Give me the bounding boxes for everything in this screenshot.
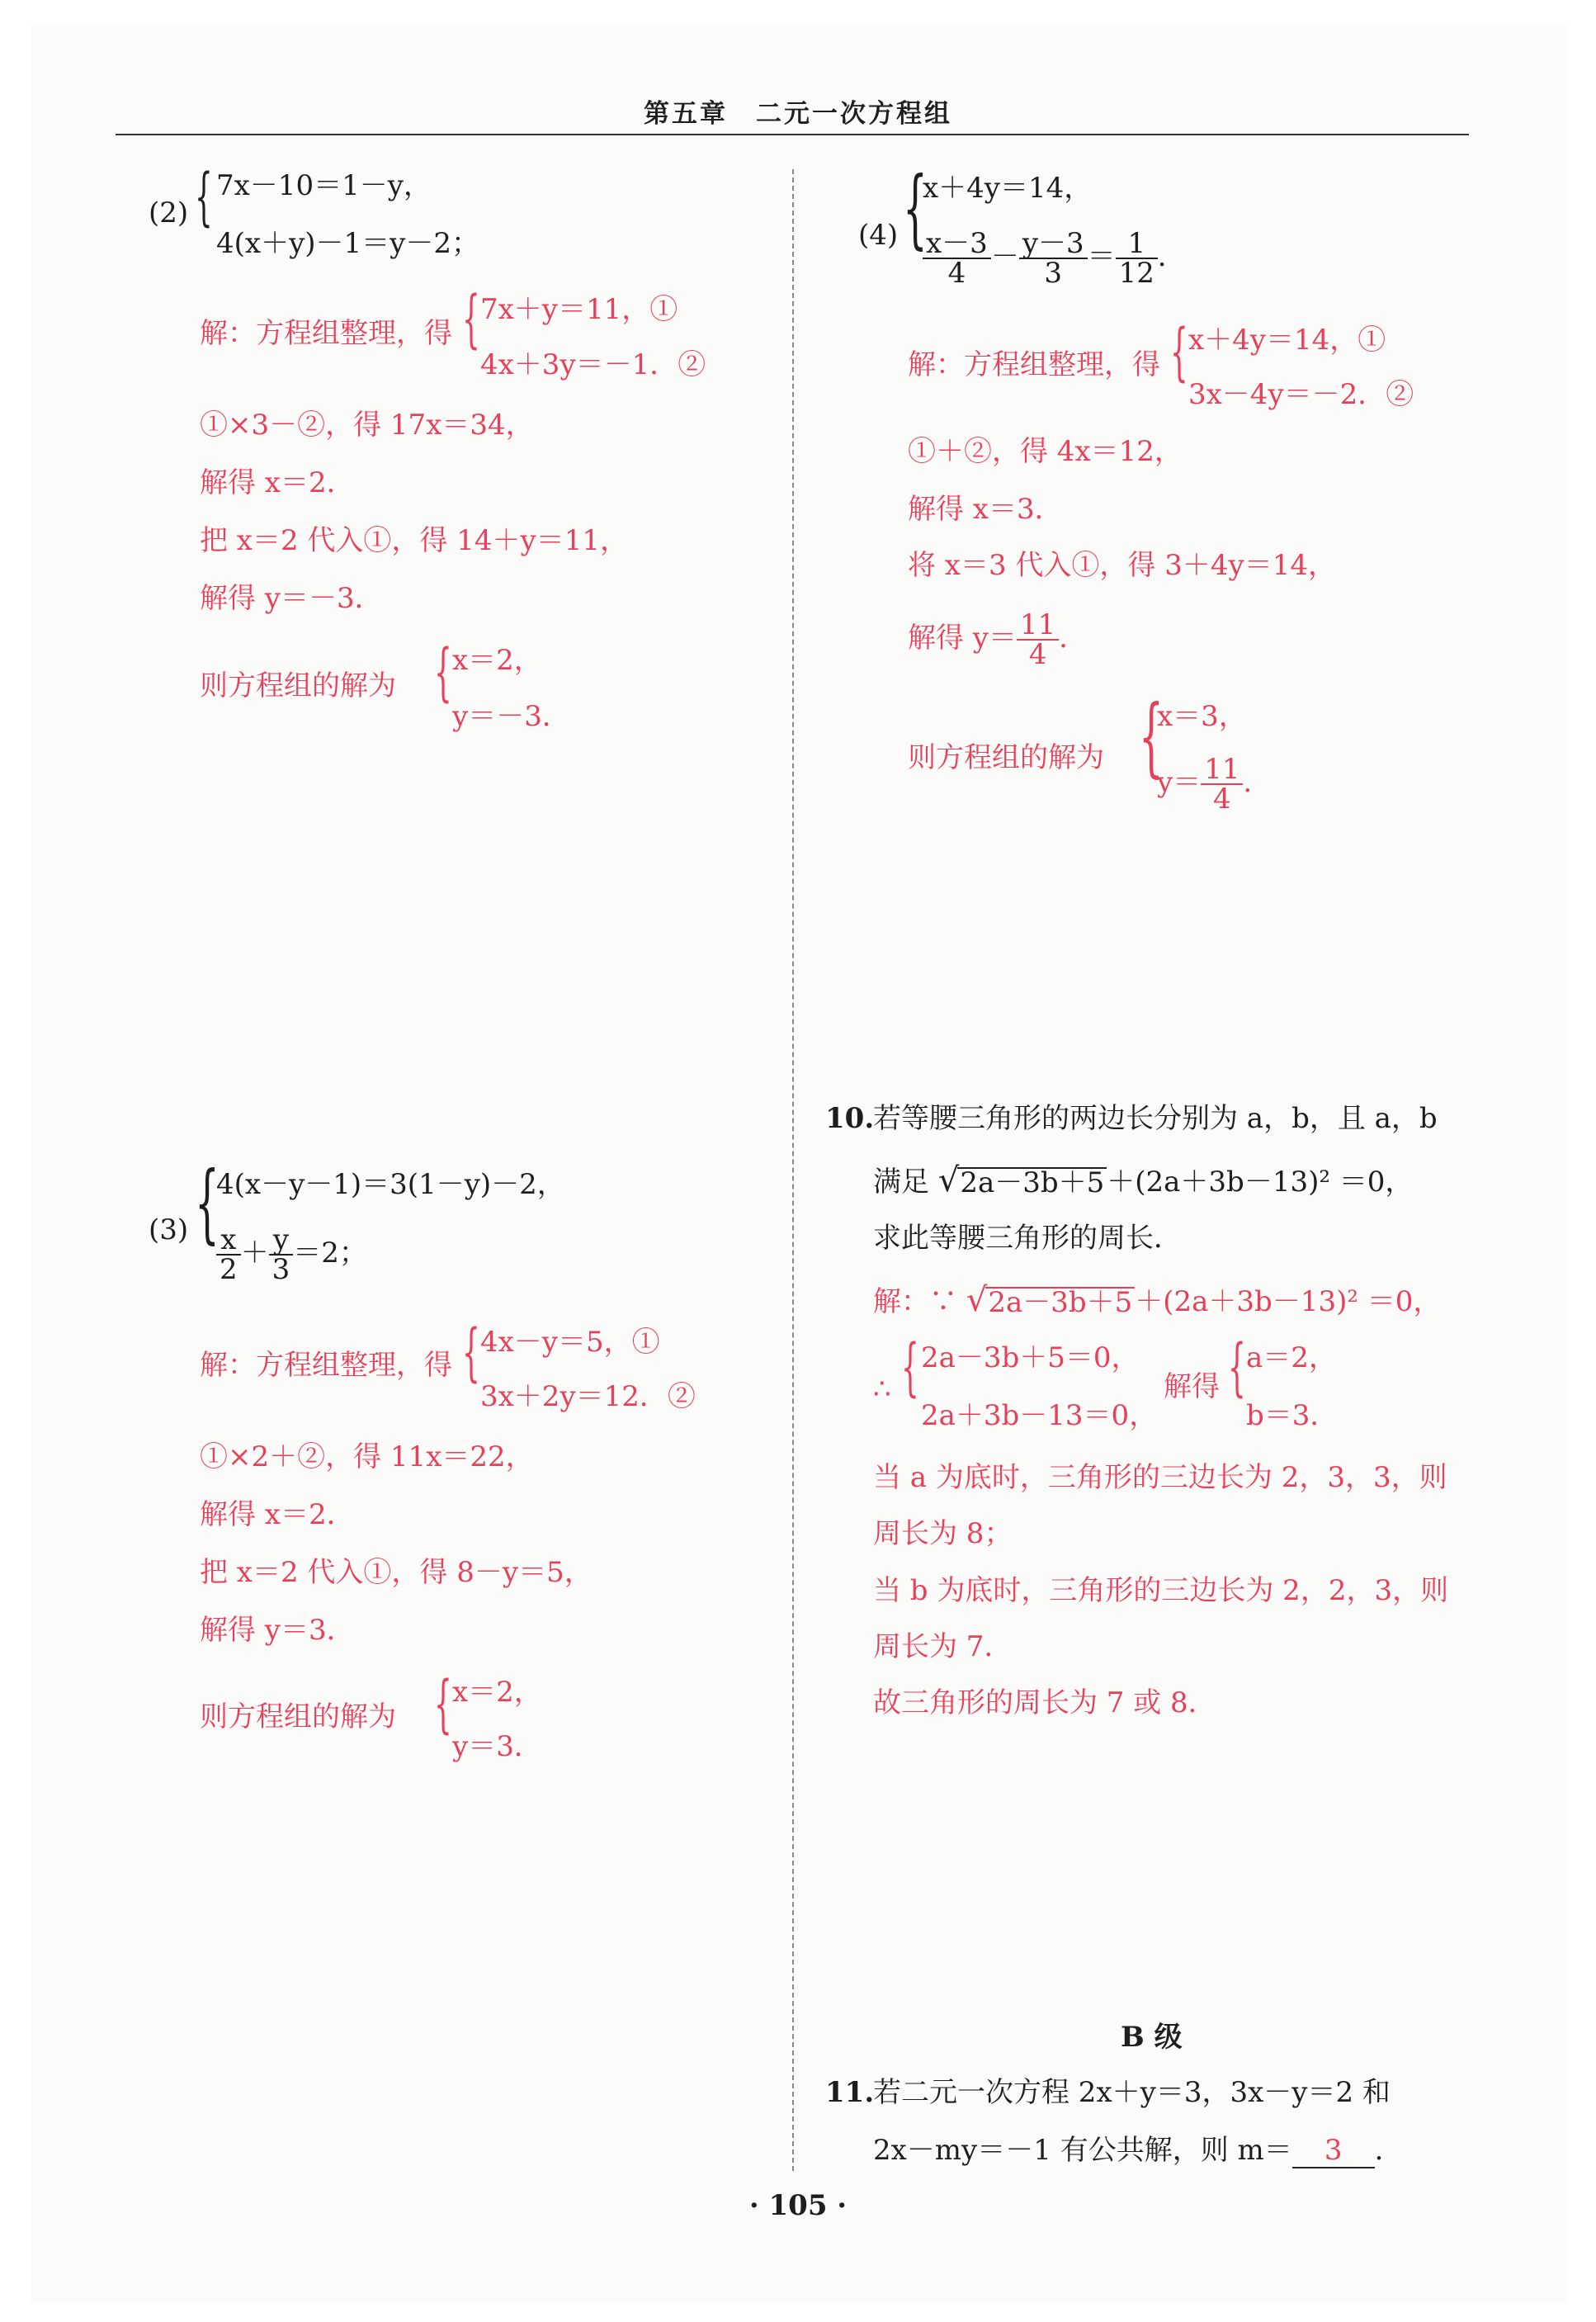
problem-3-eq1: 4(x－y－1)＝3(1－y)－2， bbox=[216, 1168, 565, 1201]
problem-2-step1-eq2: 4x＋3y＝－1．② bbox=[480, 348, 706, 381]
level-b-heading: B 级 bbox=[1121, 2021, 1183, 2054]
question-10-answer-line1: 解：∵ √ 2a－3b＋5 ＋(2a＋3b－13)² ＝0， bbox=[873, 1281, 1442, 1319]
problem-2-step3: 解得 x＝2． bbox=[200, 466, 355, 499]
question-10-solution-a: a＝2， bbox=[1246, 1341, 1337, 1374]
problem-4-step1-eq1: x＋4y＝14，① bbox=[1188, 324, 1386, 357]
problem-2-step4: 把 x＝2 代入①，得 14＋y＝11， bbox=[200, 524, 628, 557]
problem-3-step1-eq2: 3x＋2y＝12．② bbox=[480, 1380, 696, 1413]
problem-3-step3: 解得 x＝2． bbox=[200, 1498, 355, 1531]
problem-2-step1-brace: { bbox=[462, 281, 480, 355]
square-root: √ 2a－3b＋5 bbox=[966, 1284, 1135, 1317]
question-10-conclusion: 故三角形的周长为 7 或 8． bbox=[873, 1686, 1216, 1719]
problem-4-step1-eq2: 3x－4y＝－2．② bbox=[1188, 378, 1414, 411]
question-10-system-eq1: 2a－3b＋5＝0， bbox=[921, 1341, 1140, 1374]
question-10-solved-label: 解得 bbox=[1164, 1370, 1220, 1403]
problem-4-step1: 解：方程组整理，得 bbox=[908, 348, 1160, 381]
question-10-solution-brace: { bbox=[1228, 1330, 1246, 1403]
problem-4-step3: 解得 x＝3． bbox=[908, 493, 1063, 526]
problem-4-step1-brace: { bbox=[1170, 314, 1188, 388]
problem-3-step1-brace: { bbox=[462, 1315, 480, 1388]
square-root: √ 2a－3b＋5 bbox=[938, 1164, 1107, 1197]
problem-4-solution-y: y＝ $\frac{11}{4}$ ． bbox=[1157, 753, 1272, 816]
question-10-line2: 满足 √ 2a－3b＋5 ＋(2a＋3b－13)² ＝0， bbox=[873, 1161, 1414, 1199]
problem-4-eq1: x＋4y＝14， bbox=[923, 172, 1093, 205]
header-rule bbox=[116, 134, 1469, 135]
question-11-number: 11. bbox=[825, 2076, 875, 2109]
problem-2-step5: 解得 y＝－3． bbox=[200, 582, 383, 615]
question-10-line1: 若等腰三角形的两边长分别为 a，b，且 a，b bbox=[873, 1102, 1438, 1135]
problem-4-step2: ①＋②，得 4x＝12， bbox=[908, 435, 1183, 468]
question-10-case-a-result: 周长为 8； bbox=[873, 1517, 1013, 1550]
problem-3-step2: ①×2＋②，得 11x＝22， bbox=[200, 1440, 534, 1473]
problem-3-solution-label: 则方程组的解为 bbox=[200, 1700, 396, 1733]
problem-3-solution-x: x＝2， bbox=[452, 1676, 542, 1709]
problem-4-step4: 将 x＝3 代入①，得 3＋4y＝14， bbox=[908, 549, 1336, 582]
problem-3-solution-y: y＝3． bbox=[452, 1730, 542, 1763]
problem-2-step2: ①×3－②，得 17x＝34， bbox=[200, 409, 534, 442]
page-number: · 105 · bbox=[748, 2189, 848, 2222]
problem-2-solution-label: 则方程组的解为 bbox=[200, 669, 396, 702]
problem-3-eq2: $\frac{x}{2}$ ＋ $\frac{y}{3}$ ＝2； bbox=[216, 1226, 367, 1284]
fraction: $\frac{y}{3}$ bbox=[269, 1226, 294, 1284]
problem-2-solution-brace: { bbox=[434, 635, 452, 708]
question-10-therefore: ∴ bbox=[873, 1373, 891, 1406]
problem-3-label: (3) bbox=[149, 1213, 189, 1246]
problem-2-label: (2) bbox=[149, 196, 189, 229]
question-10-line3: 求此等腰三角形的周长． bbox=[873, 1222, 1182, 1255]
problem-3-step5: 解得 y＝3． bbox=[200, 1614, 355, 1647]
problem-4-solution-brace: { bbox=[1139, 686, 1164, 787]
problem-4-step5: 解得 y＝ $\frac{11}{4}$ ． bbox=[908, 608, 1088, 671]
column-divider bbox=[792, 169, 794, 2171]
question-10-solution-b: b＝3． bbox=[1246, 1399, 1339, 1432]
question-11-line1: 若二元一次方程 2x＋y＝3，3x－y＝2 和 bbox=[873, 2076, 1391, 2109]
question-10-number: 10. bbox=[825, 1102, 875, 1135]
problem-3-step1: 解：方程组整理，得 bbox=[200, 1349, 452, 1382]
fraction: $\frac{x-3}{4}$ bbox=[923, 229, 991, 287]
question-10-case-a: 当 a 为底时，三角形的三边长为 2，3，3，则 bbox=[873, 1461, 1447, 1494]
problem-3-brace: { bbox=[195, 1152, 220, 1253]
problem-2-brace: { bbox=[195, 159, 213, 233]
question-10-case-b-result: 周长为 7． bbox=[873, 1630, 1013, 1663]
fraction: $\frac{11}{4}$ bbox=[1201, 755, 1243, 813]
problem-2-eq2: 4(x＋y)－1＝y－2； bbox=[216, 227, 480, 260]
question-11-answer-blank: 3 bbox=[1292, 2134, 1375, 2168]
problem-3-solution-brace: { bbox=[434, 1667, 452, 1740]
fraction: $\frac{y-3}{3}$ bbox=[1019, 229, 1088, 287]
fraction: $\frac{x}{2}$ bbox=[216, 1226, 241, 1284]
problem-2-eq1: 7x－10＝1－y， bbox=[216, 169, 432, 202]
chapter-header: 第五章 二元一次方程组 bbox=[644, 99, 952, 129]
problem-4-eq2: $\frac{x-3}{4}$ － $\frac{y-3}{3}$ ＝ $\frac{1}{12}$ ． bbox=[923, 229, 1186, 287]
question-10-system-eq2: 2a＋3b－13＝0， bbox=[921, 1399, 1158, 1432]
problem-2-step1-eq1: 7x＋y＝11，① bbox=[480, 293, 678, 326]
question-10-system-brace: { bbox=[901, 1330, 919, 1403]
problem-2-solution-x: x＝2， bbox=[452, 644, 542, 677]
problem-3-step1-eq1: 4x－y＝5，① bbox=[480, 1326, 660, 1359]
question-10-case-b: 当 b 为底时，三角形的三边长为 2，2，3，则 bbox=[873, 1574, 1449, 1607]
problem-4-label: (4) bbox=[858, 219, 899, 252]
fraction: $\frac{11}{4}$ bbox=[1017, 611, 1059, 669]
problem-2-solution-y: y＝－3． bbox=[452, 700, 570, 733]
problem-2-step1: 解：方程组整理，得 bbox=[200, 317, 452, 350]
problem-3-step4: 把 x＝2 代入①，得 8－y＝5， bbox=[200, 1556, 593, 1589]
fraction: $\frac{1}{12}$ bbox=[1116, 229, 1158, 287]
problem-4-solution-label: 则方程组的解为 bbox=[908, 741, 1104, 774]
question-11-line2: 2x－my＝－1 有公共解，则 m＝ 3 ． bbox=[873, 2134, 1403, 2167]
problem-4-brace: { bbox=[903, 158, 928, 258]
problem-4-solution-x: x＝3， bbox=[1157, 700, 1247, 733]
